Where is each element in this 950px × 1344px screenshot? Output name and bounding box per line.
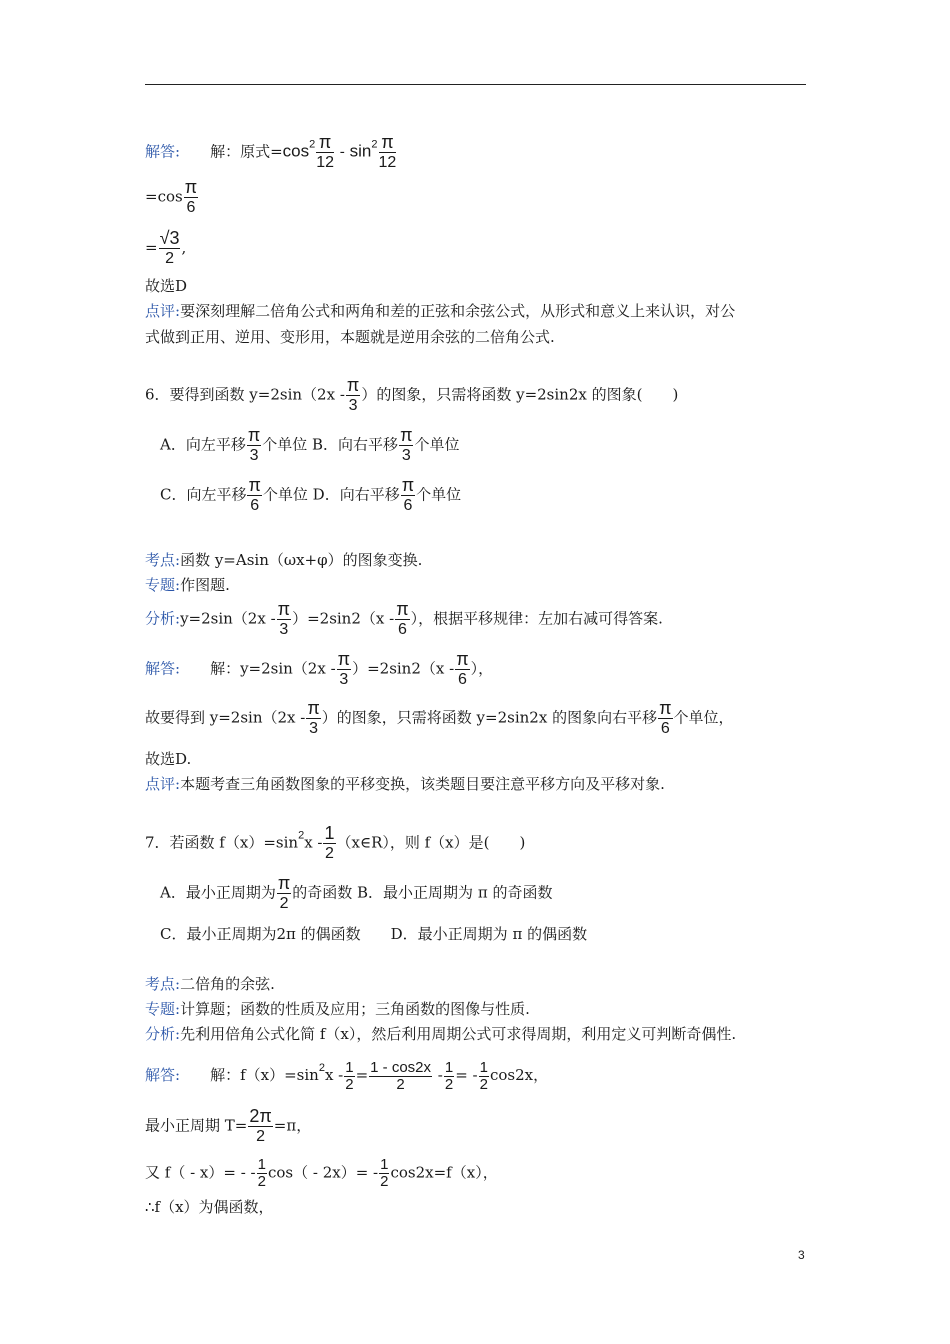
fraction-pi-6: $\frac{\pi}{6}$ <box>396 599 409 638</box>
q7-conclusion: ∴f（x）为偶函数， <box>145 1198 274 1216</box>
fraction-1-2: $\frac{1}{2}$ <box>444 1058 454 1093</box>
fraction-1-2: $\frac{1}{2}$ <box>257 1156 266 1190</box>
kaodian-label: 考点: <box>145 975 181 993</box>
zhuanti-label: 专题: <box>145 1000 181 1018</box>
fraction-1-2: $\frac{1}{2}$ <box>324 823 335 862</box>
page-number: 3 <box>798 1248 805 1262</box>
q7-period: 最小正周期 T= $\frac{2\pi}{2}$ =π， <box>145 1106 312 1145</box>
answer-label: 解答: <box>145 142 181 161</box>
q6-choice: 故选D. <box>145 750 192 768</box>
fraction-pi-12: $\frac{\pi}{12}$ <box>316 132 335 171</box>
answer-label: 解答: <box>145 1066 181 1084</box>
q5-solution-line1: 解答: 解：原式$=\cos^2$ $\frac{\pi}{12}$ - $\sin^2$ $\frac{\pi}{12}$ <box>145 132 397 171</box>
q5-solution-line3: = $\frac{√3}{2}$ , <box>145 228 187 267</box>
q6-comment: 点评:本题考查三角函数图象的平移变换，该类题目要注意平移方向及平移对象. <box>145 775 665 793</box>
fenxi-label: 分析: <box>145 1025 181 1043</box>
header-rule <box>145 84 806 85</box>
fraction-pi-6: $\frac{\pi}{6}$ <box>659 698 672 737</box>
fraction-pi-3: $\frac{\pi}{3}$ <box>346 375 360 414</box>
fraction-pi-3: $\frac{\pi}{3}$ <box>307 698 320 737</box>
fraction-sqrt3-2: $\frac{√3}{2}$ <box>159 228 180 267</box>
q6-solution-line1: 解答: 解：y=2sin（2x - $\frac{\pi}{3}$ ）=2sin2（x - $\frac{\pi}{6}$ ）， <box>145 649 494 688</box>
comment-label: 点评: <box>145 775 181 793</box>
q7-solution-line1: 解答: 解：$f(x)=\sin^2x$ - $\frac{1}{2}$ = $\frac{1 - \cos 2x}{2}$ - $\frac{1}{2}$ = - $\frac{1}{2}$ cos2x， <box>145 1058 549 1093</box>
q6-options-ab: A．向左平移 $\frac{\pi}{3}$ 个单位 B．向右平移 $\frac{\pi}{3}$ 个单位 <box>160 425 460 464</box>
zhuanti-label: 专题: <box>145 576 181 594</box>
fraction-1-2: $\frac{1}{2}$ <box>345 1058 354 1093</box>
q7-kaodian: 考点:二倍角的余弦. <box>145 975 275 993</box>
fraction-1-2: $\frac{1}{2}$ <box>479 1058 488 1093</box>
kaodian-label: 考点: <box>145 551 181 569</box>
q7-stem: 7．若函数 $f(x)=\sin^2x$ - $\frac{1}{2}$ （x∈R），则 f（x）是( ) <box>145 823 526 862</box>
q7-parity: 又 f（ - x）= - - $\frac{1}{2}$ cos（ - 2x）= - $\frac{1}{2}$ cos2x=f（x）， <box>145 1156 498 1190</box>
fraction-pi-3: $\frac{\pi}{3}$ <box>247 425 261 464</box>
fenxi-label: 分析: <box>145 609 181 628</box>
comment-label: 点评: <box>145 302 181 320</box>
q6-zhuanti: 专题:作图题. <box>145 576 230 594</box>
fraction-pi-3: $\frac{\pi}{3}$ <box>400 425 413 464</box>
q7-fenxi: 分析:先利用倍角公式化简 f（x），然后利用周期公式可求得周期，利用定义可判断奇偶性. <box>145 1025 737 1043</box>
q6-solution-line2: 故要得到 y=2sin（2x - $\frac{\pi}{3}$ ）的图象，只需将函数 y=2sin2x 的图象向右平移 $\frac{\pi}{6}$ 个单位， <box>145 698 734 737</box>
q5-choice: 故选D <box>145 277 188 295</box>
q7-options-cd: C．最小正周期为2π 的偶函数 D．最小正周期为 π 的偶函数 <box>160 925 588 943</box>
fraction-pi-3: $\frac{\pi}{3}$ <box>337 649 351 688</box>
fraction-pi-6: $\frac{\pi}{6}$ <box>456 649 469 688</box>
q6-options-cd: C．向左平移 $\frac{\pi}{6}$ 个单位 D．向右平移 $\frac{\pi}{6}$ 个单位 <box>160 475 462 514</box>
q5-comment-line2: 式做到正用、逆用、变形用，本题就是逆用余弦的二倍角公式. <box>145 328 555 346</box>
fraction-1-minus-cos2x-over-2: $\frac{1 - \cos 2x}{2}$ <box>370 1058 432 1093</box>
answer-label: 解答: <box>145 659 181 678</box>
q7-options-ab: A．最小正周期为 $\frac{\pi}{2}$ 的奇函数 B．最小正周期为 π 的奇函数 <box>160 873 553 912</box>
fraction-pi-12: $\frac{\pi}{12}$ <box>378 132 397 171</box>
fraction-pi-3: $\frac{\pi}{3}$ <box>277 599 291 638</box>
q5-solution-line2: =cos $\frac{\pi}{6}$ <box>145 177 198 216</box>
fraction-pi-6: $\frac{\pi}{6}$ <box>248 475 261 514</box>
q6-fenxi: 分析:y=2sin（2x - $\frac{\pi}{3}$ ）=2sin2（x - $\frac{\pi}{6}$ ），根据平移规律：左加右减可得答案. <box>145 599 663 638</box>
fraction-2pi-2: $\frac{2\pi}{2}$ <box>249 1106 272 1145</box>
fraction-pi-2: $\frac{\pi}{2}$ <box>277 873 291 912</box>
q5-comment-line1: 点评:要深刻理解二倍角公式和两角和差的正弦和余弦公式，从形式和意义上来认识，对公 <box>145 302 736 320</box>
fraction-1-2: $\frac{1}{2}$ <box>380 1156 389 1190</box>
q6-kaodian: 考点:函数 y=Asin（ωx+φ）的图象变换. <box>145 551 423 569</box>
q6-stem: 6．要得到函数 y=2sin（2x - $\frac{\pi}{3}$ ）的图象，只需将函数 y=2sin2x 的图象( ) <box>145 375 679 414</box>
fraction-pi-6: $\frac{\pi}{6}$ <box>184 177 198 216</box>
fraction-pi-6: $\frac{\pi}{6}$ <box>401 475 415 514</box>
q7-zhuanti: 专题:计算题；函数的性质及应用；三角函数的图像与性质. <box>145 1000 530 1018</box>
